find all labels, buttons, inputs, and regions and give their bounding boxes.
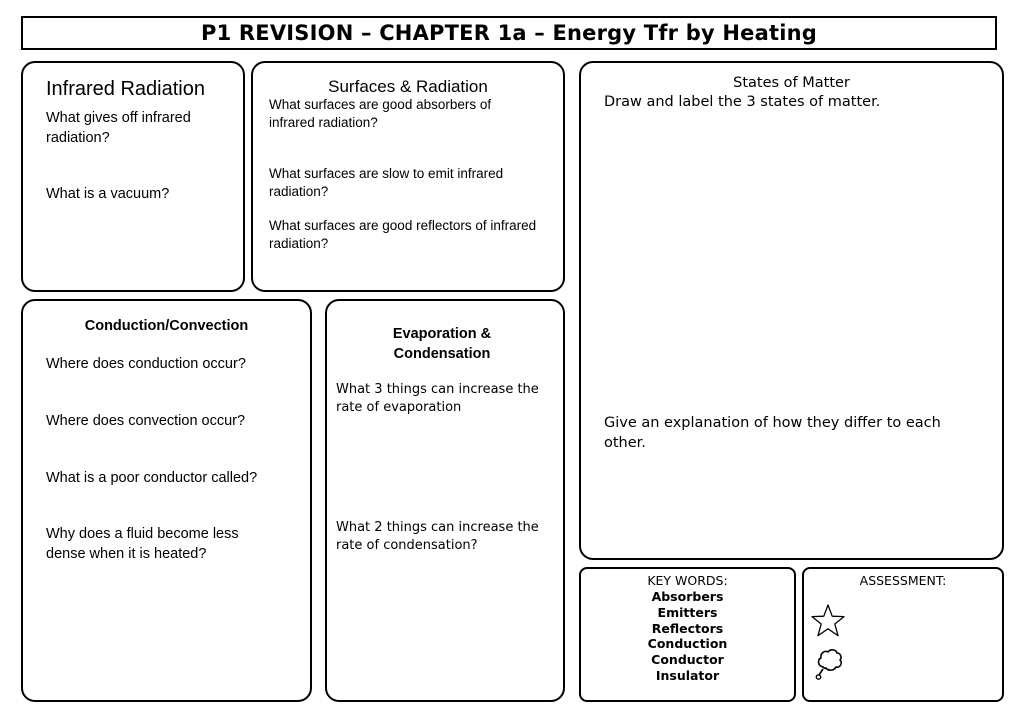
states-question-1: Draw and label the 3 states of matter. bbox=[604, 94, 881, 110]
conduction-question-2: Where does convection occur? bbox=[46, 413, 246, 429]
evaporation-condensation-panel bbox=[325, 299, 565, 702]
assessment-panel bbox=[802, 567, 1004, 702]
page-title: P1 REVISION – CHAPTER 1a – Energy Tfr by Heating bbox=[21, 16, 997, 50]
conduction-question-4: Why does a fluid become less dense when it is heated? bbox=[46, 526, 239, 562]
conduction-question-1: Where does conduction occur? bbox=[46, 356, 246, 372]
key-word-item: Conductor bbox=[651, 652, 724, 668]
star-icon bbox=[810, 603, 846, 639]
key-word-item: Reflectors bbox=[651, 620, 724, 636]
key-word-item: Conduction bbox=[647, 636, 728, 652]
surfaces-question-3: What surfaces are good reflectors of infrared radiation? bbox=[269, 218, 537, 252]
thought-bubble-icon bbox=[814, 647, 844, 683]
key-word-item: Emitters bbox=[657, 604, 718, 620]
surfaces-heading: Surfaces & Radiation bbox=[328, 77, 488, 96]
key-words-list bbox=[581, 589, 794, 684]
infrared-heading: Infrared Radiation bbox=[46, 78, 205, 100]
infrared-radiation-panel bbox=[21, 61, 245, 292]
assessment-heading: ASSESSMENT: bbox=[859, 573, 947, 588]
infrared-question-1: What gives off infrared radiation? bbox=[46, 110, 191, 146]
key-words-panel bbox=[579, 567, 796, 702]
conduction-convection-panel bbox=[21, 299, 312, 702]
infrared-question-2: What is a vacuum? bbox=[46, 186, 170, 202]
key-word-item: Insulator bbox=[655, 667, 720, 683]
states-of-matter-panel bbox=[579, 61, 1004, 560]
key-word-item: Absorbers bbox=[651, 589, 724, 604]
evaporation-question-2: What 2 things can increase the rate of condensation? bbox=[336, 520, 539, 553]
evaporation-question-1: What 3 things can increase the rate of evaporation bbox=[336, 382, 539, 415]
surfaces-radiation-panel bbox=[251, 61, 565, 292]
surfaces-question-2: What surfaces are slow to emit infrared radiation? bbox=[269, 166, 504, 200]
states-question-2: Give an explanation of how they differ to each other. bbox=[604, 415, 941, 451]
conduction-question-3: What is a poor conductor called? bbox=[46, 470, 258, 486]
conduction-heading: Conduction/Convection bbox=[84, 318, 249, 334]
states-heading: States of Matter bbox=[733, 75, 850, 91]
key-words-heading: KEY WORDS: bbox=[647, 573, 728, 588]
surfaces-question-1: What surfaces are good absorbers of infrared radiation? bbox=[269, 97, 492, 131]
evaporation-heading: Evaporation & Condensation bbox=[392, 326, 492, 362]
